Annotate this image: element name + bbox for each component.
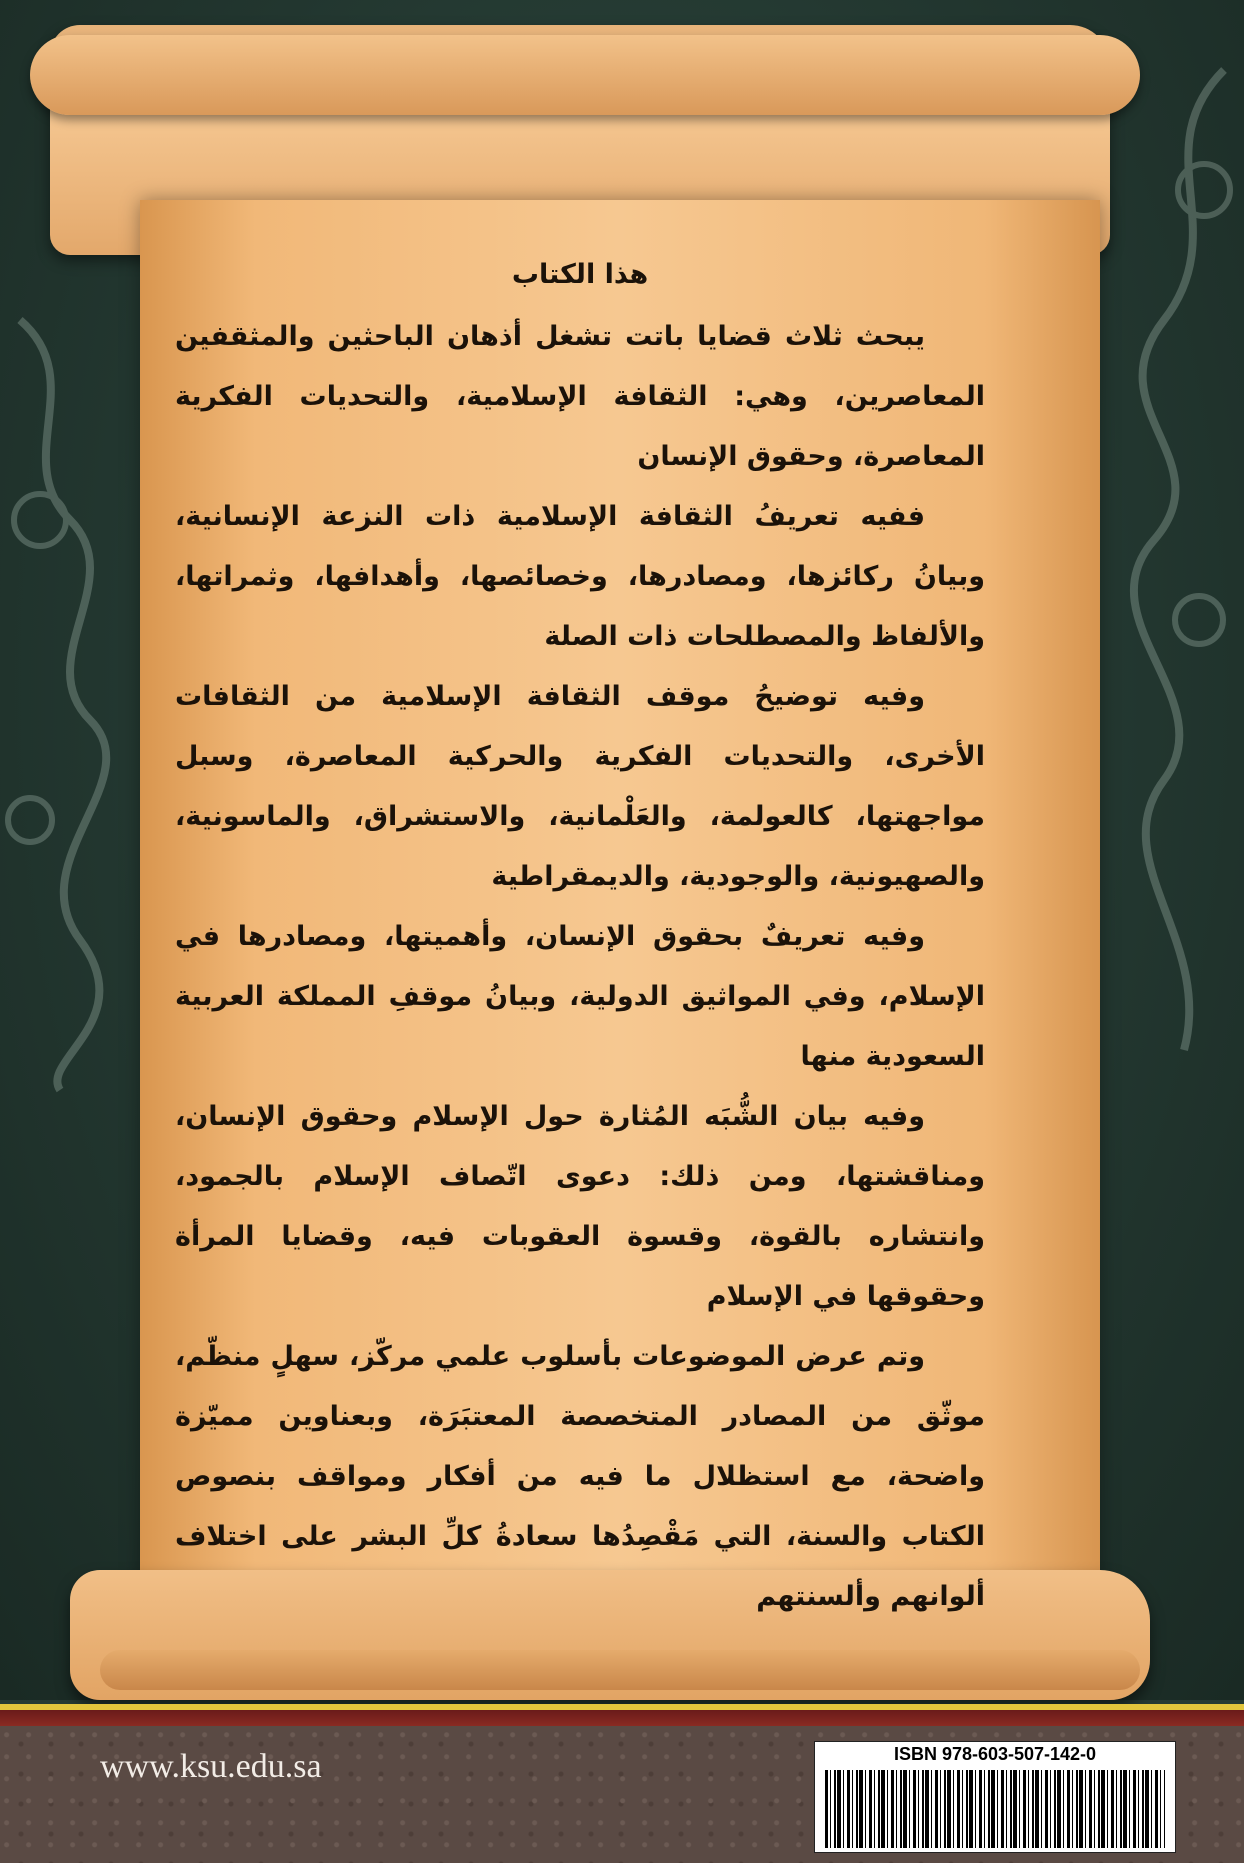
paragraph: وفيه توضيحُ موقف الثقافة الإسلامية من الثقافات الأخرى، والتحديات الفكرية والحركية المعاصرة، وسبل مواجهتها، كالعولمة، والعَلْمانية، والاستشراق، والماسونية، والصهيونية، والوجودية، والديمقراطية — [175, 681, 985, 892]
website-link[interactable]: www.ksu.edu.sa — [100, 1748, 322, 1785]
scroll-bottom-roll — [100, 1650, 1140, 1690]
paragraph: وفيه بيان الشُّبَه المُثارة حول الإسلام وحقوق الإنسان، ومناقشتها، ومن ذلك: دعوى اتّصاف الإسلام بالجمود، وانتشاره بالقوة، وقسوة العقوبات فيه، وقضايا المرأة وحقوقها في الإسلام — [175, 1101, 985, 1312]
paragraph: ففيه تعريفُ الثقافة الإسلامية ذات النزعة الإنسانية، وبيانُ ركائزها، ومصادرها، وخصائصها، وأهدافها، وثمراتها، والألفاظ والمصطلحات ذات الصلة — [175, 501, 985, 652]
paragraph: وتم عرض الموضوعات بأسلوب علمي مركّز، سهلٍ منظّم، موثّق من المصادر المتخصصة المعتبَرَة، وبعناوين مميّزة واضحة، مع استظلال ما فيه من أفكار ومواقف بنصوص الكتاب والسنة، التي مَقْصِدُها سعادةُ كلِّ البشر على اختلاف ألوانهم وألسنتهم — [175, 1341, 985, 1612]
paragraph: يبحث ثلاث قضايا باتت تشغل أذهان الباحثين والمثقفين المعاصرين، وهي: الثقافة الإسلامية، والتحديات الفكرية المعاصرة، وحقوق الإنسان — [175, 321, 985, 472]
left-ornament-icon — [0, 300, 140, 1100]
paragraph: وفيه تعريفٌ بحقوق الإنسان، وأهميتها، ومصادرها في الإسلام، وفي المواثيق الدولية، وبيانُ موقفِ المملكة العربية السعودية منها — [175, 921, 985, 1072]
isbn-number: ISBN 978-603-507-142-0 — [893, 1744, 1097, 1764]
right-ornament-icon — [1104, 60, 1244, 1060]
barcode-icon — [825, 1770, 1165, 1848]
section-heading: هذا الكتاب — [511, 259, 649, 290]
scroll-top-roll — [30, 35, 1140, 115]
isbn-barcode — [814, 1741, 1176, 1853]
divider-red — [0, 1710, 1244, 1726]
book-description — [175, 245, 985, 1627]
